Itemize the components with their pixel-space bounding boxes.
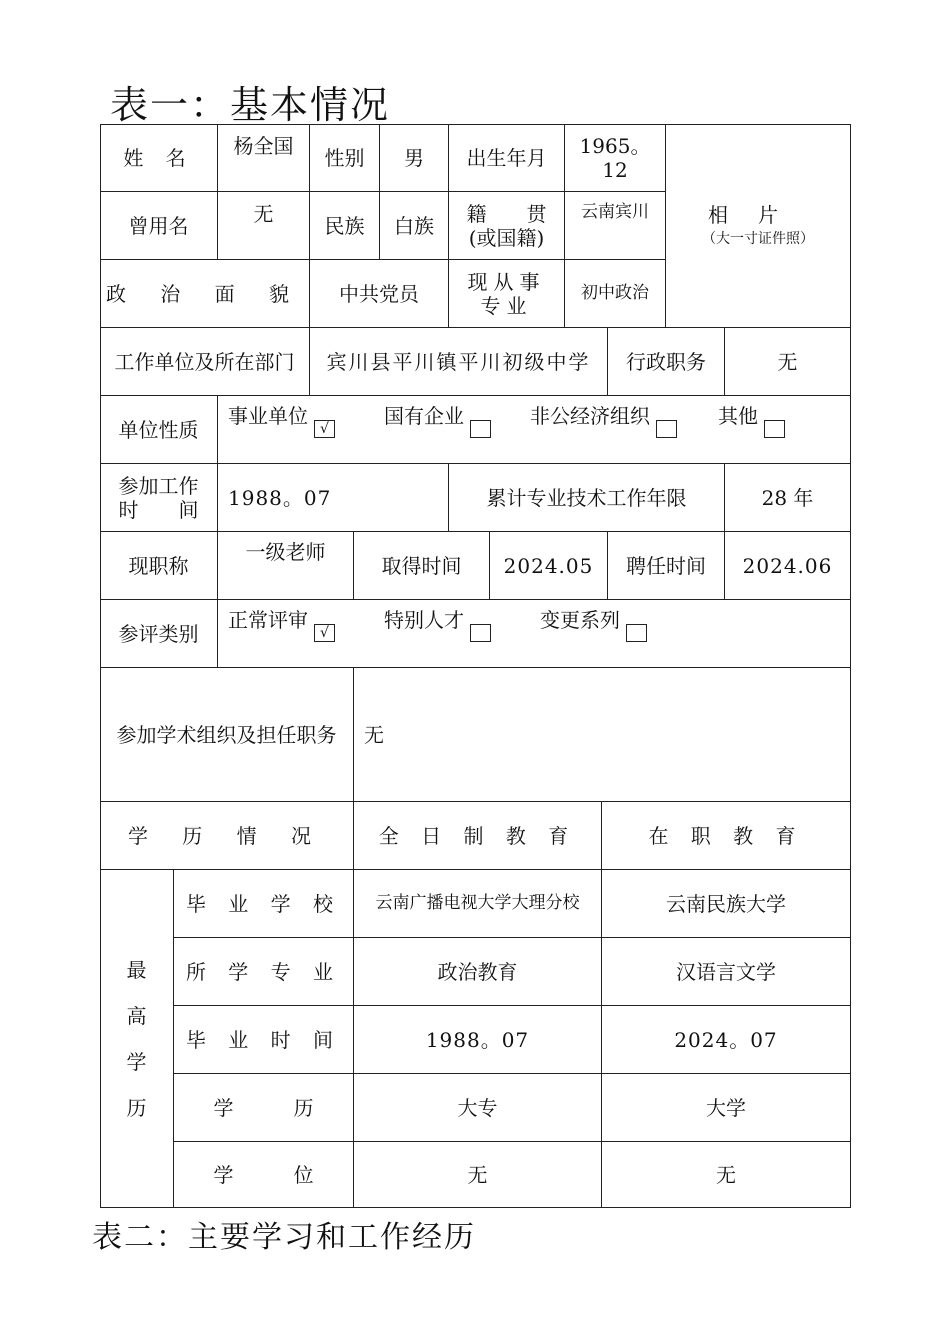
option-label: 其他 (718, 404, 758, 428)
photo-note: （大一寸证件照） (702, 231, 814, 248)
unit-option-state-enterprise[interactable] (384, 404, 491, 428)
checkbox[interactable]: √ (314, 420, 335, 438)
edu-row-label-major: 所 学 专 业 (174, 938, 354, 1006)
checkbox[interactable] (626, 624, 647, 642)
work-start-label-line1: 参加工作 (118, 473, 199, 498)
political-value[interactable]: 中共党员 (310, 260, 449, 328)
work-unit-label: 工作单位及所在部门 (100, 328, 310, 396)
option-label: 变更系列 (540, 608, 620, 632)
obtain-time-value[interactable]: 2024.05 (490, 532, 608, 600)
side-char: 历 (126, 1095, 147, 1120)
academic-org-label: 参加学术组织及担任职务 (100, 668, 354, 802)
review-option-normal[interactable] (228, 608, 335, 641)
edu-fulltime-major[interactable]: 政治教育 (354, 938, 602, 1006)
former-name-value[interactable]: 无 (218, 192, 310, 260)
form-title-history: 表二：主要学习和工作经历 (92, 1220, 476, 1255)
name-label: 姓 名 (100, 124, 218, 192)
review-type-options (218, 600, 851, 668)
birth-value[interactable]: 1965。12 (565, 124, 666, 192)
political-label: 政 治 面 貌 (100, 260, 310, 328)
edu-inservice-degree[interactable]: 无 (602, 1142, 851, 1208)
edu-fulltime-grad-time[interactable]: 1988。07 (354, 1006, 602, 1074)
work-unit-value[interactable]: 宾川县平川镇平川初级中学 (310, 328, 608, 396)
checkbox[interactable] (470, 624, 491, 642)
work-years-value[interactable]: 28 年 (725, 464, 851, 532)
option-label: 事业单位 (228, 404, 308, 428)
academic-org-value[interactable]: 无 (354, 668, 851, 802)
admin-post-label: 行政职务 (608, 328, 725, 396)
edu-row-label-degree: 学 位 (174, 1142, 354, 1208)
current-title-label: 现职称 (100, 532, 218, 600)
checkbox[interactable] (764, 420, 785, 438)
former-name-label: 曾用名 (100, 192, 218, 260)
obtain-time-label: 取得时间 (354, 532, 490, 600)
option-label: 国有企业 (384, 404, 464, 428)
native-label-line2: (或国籍) (468, 225, 545, 250)
profession-value[interactable]: 初中政治 (565, 260, 666, 328)
gender-value[interactable]: 男 (380, 124, 449, 192)
hire-time-value[interactable]: 2024.06 (725, 532, 851, 600)
birth-label: 出生年月 (449, 124, 565, 192)
work-start-value[interactable]: 1988。07 (218, 464, 449, 532)
photo-label: 相片 (708, 203, 808, 228)
side-char: 学 (126, 1049, 147, 1074)
photo-cell[interactable] (666, 124, 851, 328)
checkbox[interactable] (470, 420, 491, 438)
inservice-education-header: 在 职 教 育 (602, 802, 851, 870)
work-start-label-line2: 时 间 (118, 497, 199, 522)
native-value[interactable]: 云南宾川 (565, 192, 666, 260)
edu-inservice-degree-level[interactable]: 大学 (602, 1074, 851, 1142)
current-title-value[interactable]: 一级老师 (218, 532, 354, 600)
edu-inservice-grad-time[interactable]: 2024。07 (602, 1006, 851, 1074)
checkbox[interactable]: √ (314, 624, 335, 642)
form-title-basic: 表一：基本情况 (110, 83, 391, 127)
review-option-change-series[interactable] (540, 608, 647, 632)
unit-option-other[interactable] (718, 404, 785, 428)
fulltime-education-header: 全 日 制 教 育 (354, 802, 602, 870)
highest-education-label (100, 870, 174, 1208)
unit-type-label: 单位性质 (100, 396, 218, 464)
name-value[interactable]: 杨全国 (218, 124, 310, 192)
gender-label: 性别 (310, 124, 380, 192)
edu-inservice-major[interactable]: 汉语言文学 (602, 938, 851, 1006)
edu-row-label-school: 毕 业 学 校 (174, 870, 354, 938)
side-char: 最 (126, 957, 147, 982)
unit-option-private-economy[interactable] (530, 404, 677, 428)
native-label (449, 192, 565, 260)
edu-row-label-degree-level: 学 历 (174, 1074, 354, 1142)
admin-post-value[interactable]: 无 (725, 328, 851, 396)
ethnic-value[interactable]: 白族 (380, 192, 449, 260)
option-label: 特别人才 (384, 608, 464, 632)
education-header-label: 学 历 情 况 (100, 802, 354, 870)
unit-type-options (218, 396, 851, 464)
option-label: 正常评审 (228, 608, 308, 632)
unit-option-public-institution[interactable] (228, 404, 335, 437)
review-option-special-talent[interactable] (384, 608, 491, 632)
edu-fulltime-degree-level[interactable]: 大专 (354, 1074, 602, 1142)
side-char: 高 (126, 1003, 147, 1028)
edu-fulltime-school[interactable]: 云南广播电视大学大理分校 (354, 870, 602, 938)
edu-fulltime-degree[interactable]: 无 (354, 1142, 602, 1208)
hire-time-label: 聘任时间 (608, 532, 725, 600)
work-start-label (100, 464, 218, 532)
edu-inservice-school[interactable]: 云南民族大学 (602, 870, 851, 938)
review-type-label: 参评类别 (100, 600, 218, 668)
checkbox[interactable] (656, 420, 677, 438)
option-label: 非公经济组织 (530, 404, 650, 428)
profession-label: 现从事专业 (449, 260, 565, 328)
edu-row-label-grad-time: 毕 业 时 间 (174, 1006, 354, 1074)
ethnic-label: 民族 (310, 192, 380, 260)
work-years-label: 累计专业技术工作年限 (449, 464, 725, 532)
native-label-line1: 籍 贯 (466, 201, 547, 226)
